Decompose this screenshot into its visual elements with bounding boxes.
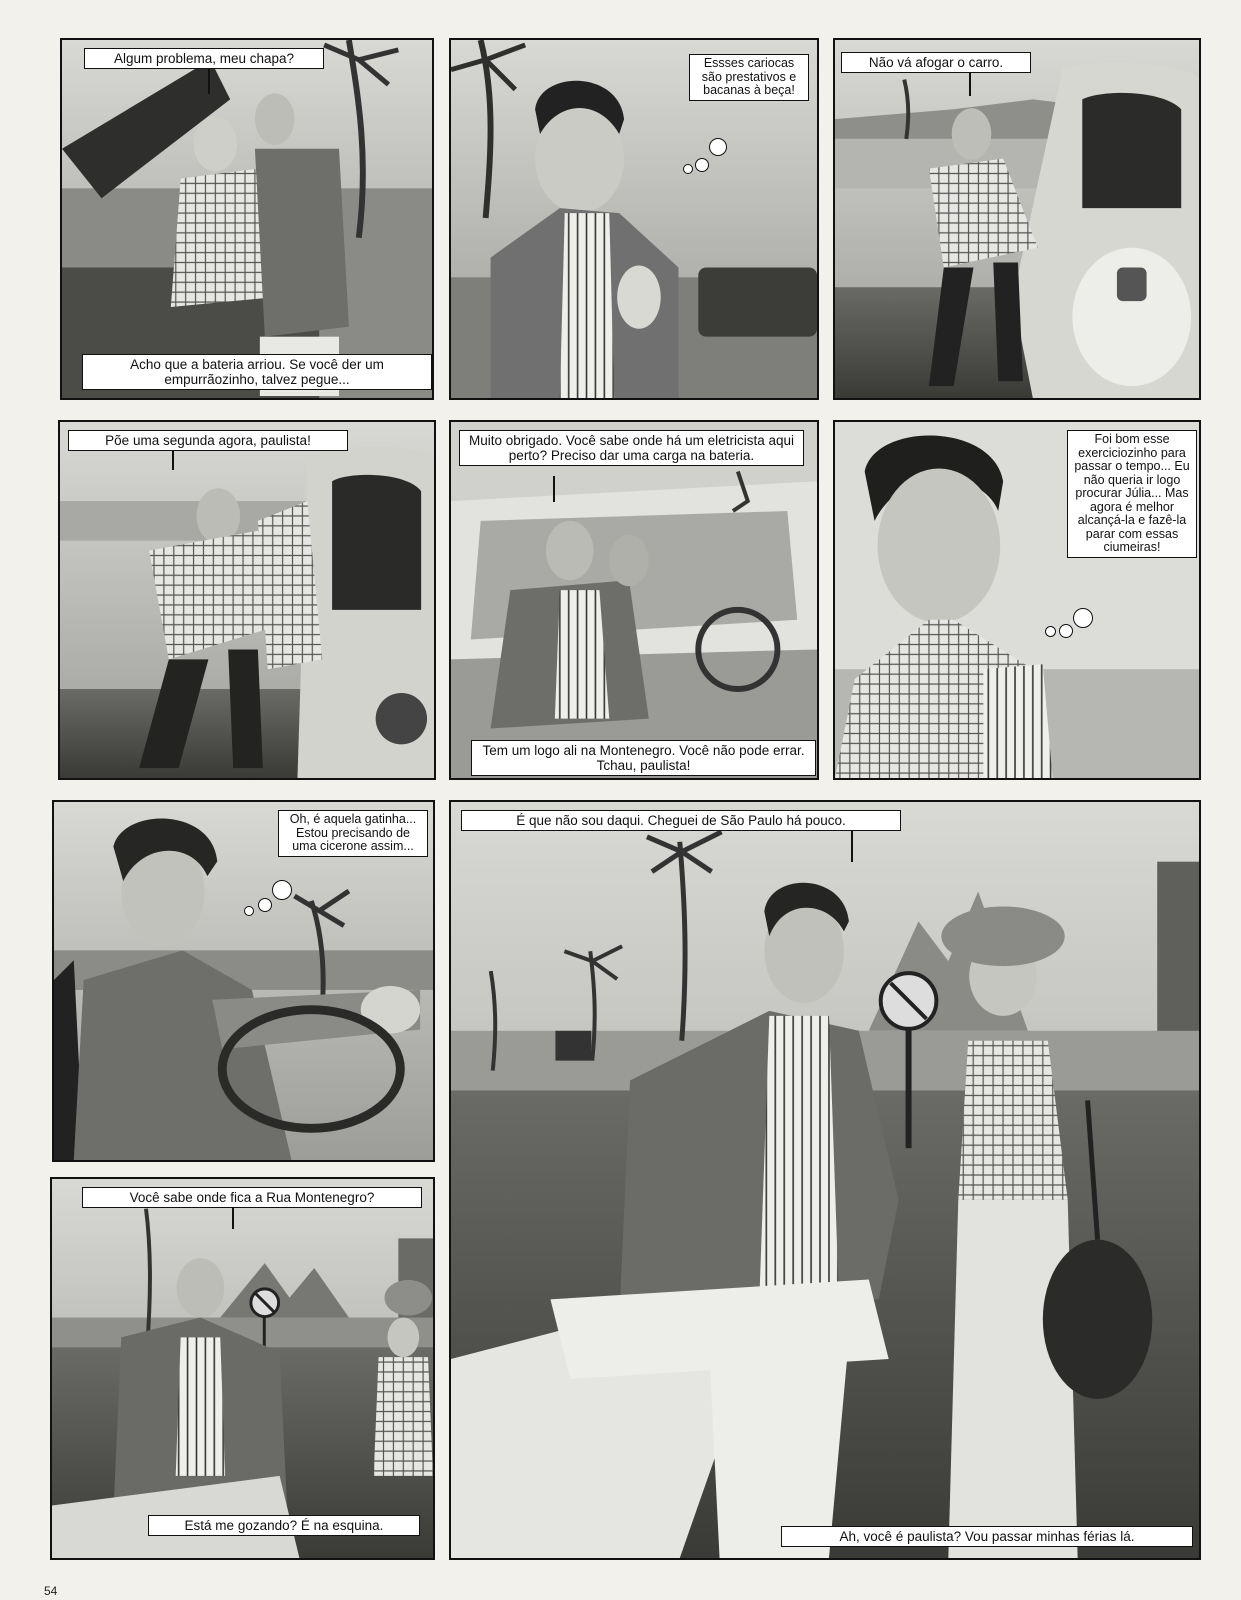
page-number: 54 <box>44 1584 58 1598</box>
thought-bubble <box>1073 608 1093 628</box>
panel-4 <box>58 420 436 780</box>
panel-3 <box>833 38 1201 400</box>
speech-balloon: É que não sou daqui. Cheguei de São Paulo há pouco. <box>461 810 901 831</box>
speech-balloon: Põe uma segunda agora, paulista! <box>68 430 348 451</box>
balloon-tail <box>553 476 555 502</box>
thought-bubble <box>695 158 709 172</box>
balloon-tail <box>969 70 971 96</box>
panel-1 <box>60 38 434 400</box>
speech-balloon: Algum problema, meu chapa? <box>84 48 324 69</box>
panel-7 <box>52 800 435 1162</box>
thought-bubble <box>683 164 693 174</box>
speech-balloon: Ah, você é paulista? Vou passar minhas férias lá. <box>781 1526 1193 1547</box>
speech-balloon: Tem um logo ali na Montenegro. Você não pode errar. Tchau, paulista! <box>471 740 816 776</box>
speech-balloon: Não vá afogar o carro. <box>841 52 1031 73</box>
thought-bubble <box>244 906 254 916</box>
thought-balloon: Foi bom esse exerciciozinho para passar o tempo... Eu não queria ir logo procurar Júlia... Mas agora é melhor alcançá-la e fazê-la parar com essas ciumeiras! <box>1067 430 1197 558</box>
speech-balloon: Acho que a bateria arriou. Se você der um empurrãozinho, talvez pegue... <box>82 354 432 390</box>
panel-3-photo <box>835 40 1199 398</box>
balloon-tail <box>232 1205 234 1229</box>
thought-balloon: Essses cariocas são prestativos e bacanas à beça! <box>689 54 809 101</box>
panel-8-photo <box>52 1179 433 1558</box>
balloon-tail <box>851 828 853 862</box>
speech-balloon: Muito obrigado. Você sabe onde há um eletricista aqui perto? Preciso dar uma carga na bateria. <box>459 430 804 466</box>
panel-6 <box>833 420 1201 780</box>
panel-9 <box>449 800 1201 1560</box>
speech-balloon: Você sabe onde fica a Rua Montenegro? <box>82 1187 422 1208</box>
panel-5-photo <box>451 422 817 778</box>
panel-9-photo <box>451 802 1199 1558</box>
thought-bubble <box>1045 626 1056 637</box>
panel-2 <box>449 38 819 400</box>
panel-1-photo <box>62 40 432 398</box>
panel-5 <box>449 420 819 780</box>
panel-4-photo <box>60 422 434 778</box>
thought-bubble <box>258 898 272 912</box>
speech-balloon: Está me gozando? É na esquina. <box>148 1515 420 1536</box>
balloon-tail <box>208 68 210 94</box>
thought-bubble <box>272 880 292 900</box>
thought-bubble <box>1059 624 1073 638</box>
panel-8 <box>50 1177 435 1560</box>
balloon-tail <box>172 448 174 470</box>
thought-balloon: Oh, é aquela gatinha... Estou precisando de uma cicerone assim... <box>278 810 428 857</box>
thought-bubble <box>709 138 727 156</box>
